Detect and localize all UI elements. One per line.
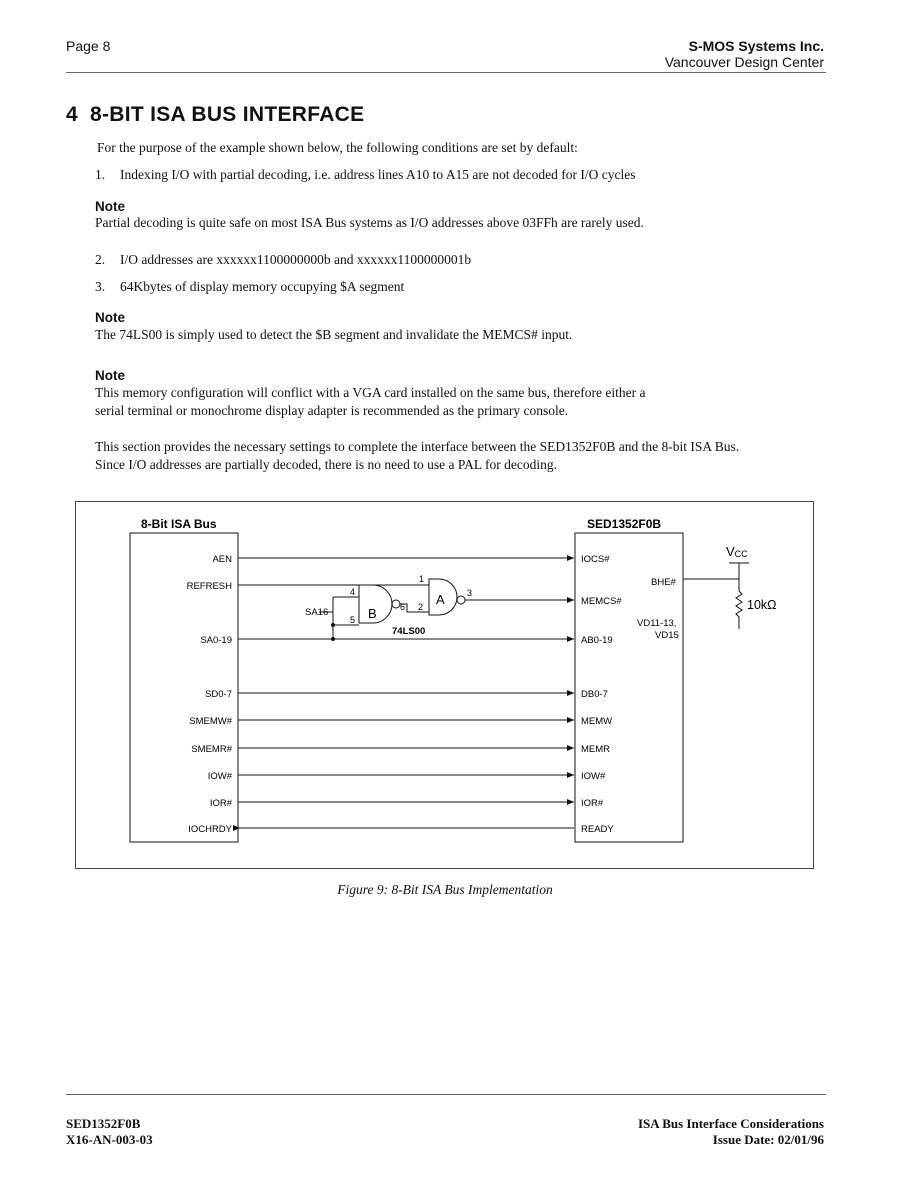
chip-pin-label: IOCS# xyxy=(581,554,610,565)
closing-paragraph: This section provides the necessary settings to complete the interface between the SED1352F0B and the 8-bit ISA Bus. xyxy=(95,439,740,454)
isa-bus-diagram xyxy=(76,502,815,870)
isa-pin-label: SMEMW# xyxy=(189,716,232,727)
chip-pin-label: MEMW xyxy=(581,716,613,727)
resistor xyxy=(736,591,742,629)
closing-paragraph: Since I/O addresses are partially decoded, there is no need to use a PAL for decoding. xyxy=(95,457,557,472)
gate-b-bubble xyxy=(392,600,400,608)
chip-pin-label: IOW# xyxy=(581,771,606,782)
chip-pin-label: READY xyxy=(581,824,614,835)
list-item-text: Indexing I/O with partial decoding, i.e. address lines A10 to A15 are not decoded for I/O cycles xyxy=(120,167,636,182)
pin-number: 1 xyxy=(419,574,425,584)
figure-frame xyxy=(75,501,814,869)
resistor-label: 10kΩ xyxy=(747,598,777,612)
section-number: 4 xyxy=(66,103,78,126)
list-item xyxy=(95,166,636,184)
vcc-label xyxy=(726,544,748,559)
list-item-number: 3. xyxy=(95,279,106,294)
sa16-label: SA16 xyxy=(305,607,329,618)
page-number: Page 8 xyxy=(66,38,111,54)
gate-b-label: B xyxy=(368,606,377,621)
chip-pin-label: MEMR xyxy=(581,744,611,755)
footer-topic: ISA Bus Interface Considerations xyxy=(638,1116,824,1131)
junction-dot xyxy=(331,637,335,641)
section-title xyxy=(66,103,364,127)
chip-pin-label: AB0-19 xyxy=(581,635,613,646)
chip-pin-label: DB0-7 xyxy=(581,689,608,700)
isa-pin-label: IOCHRDY xyxy=(188,824,232,835)
list-item-text: I/O addresses are xxxxxx1100000000b and xxxxxx1100000001b xyxy=(120,252,472,267)
company-name: S-MOS Systems Inc. xyxy=(688,38,824,54)
footer-right xyxy=(638,1116,824,1148)
isa-pin-label: AEN xyxy=(212,554,232,565)
isa-pin-label: SMEMR# xyxy=(191,744,232,755)
list-item xyxy=(95,251,471,269)
junction-dot xyxy=(331,623,335,627)
footer-issue-date: Issue Date: 02/01/96 xyxy=(712,1132,824,1147)
header-rule xyxy=(66,72,826,73)
pin-number: 2 xyxy=(418,602,424,612)
isa-pin-label: IOW# xyxy=(207,771,232,782)
pin-number: 6 xyxy=(400,602,406,612)
division-name: Vancouver Design Center xyxy=(664,54,824,70)
figure-caption: Figure 9: 8-Bit ISA Bus Implementation xyxy=(337,882,553,897)
vcc-main: V xyxy=(726,544,735,559)
chip-pin-label: MEMCS# xyxy=(581,596,622,607)
isa-pin-label: SD0-7 xyxy=(205,689,232,700)
pin-number: 4 xyxy=(350,587,356,597)
intro-paragraph: For the purpose of the example shown below, the following conditions are set by default: xyxy=(97,140,578,155)
bhe-label: BHE# xyxy=(651,577,676,588)
isa-pin-label: SA0-19 xyxy=(200,635,232,646)
header-company-block xyxy=(665,38,824,70)
isa-bus-title: 8-Bit ISA Bus xyxy=(141,517,217,531)
note-heading: Note xyxy=(95,310,125,325)
vcc-sub: CC xyxy=(734,549,748,559)
note-text: serial terminal or monochrome display adapter is recommended as the primary console. xyxy=(95,403,569,418)
note-heading: Note xyxy=(95,368,125,383)
pin-number: 3 xyxy=(467,588,473,598)
gate-a-bubble xyxy=(457,596,465,604)
chip-pin-label: IOR# xyxy=(581,798,604,809)
footer-part: SED1352F0B xyxy=(66,1116,141,1131)
list-item-number: 2. xyxy=(95,252,106,267)
list-item-number: 1. xyxy=(95,167,106,182)
isa-pin-label: IOR# xyxy=(209,798,232,809)
note-text: The 74LS00 is simply used to detect the $B segment and invalidate the MEMCS# input. xyxy=(95,327,573,342)
isa-bus-box xyxy=(130,533,238,842)
gate-part-label: 74LS00 xyxy=(392,626,426,637)
list-item-text: 64Kbytes of display memory occupying $A segment xyxy=(120,279,405,294)
footer-left xyxy=(66,1116,153,1148)
note-heading: Note xyxy=(95,199,125,214)
footer-doc-number: X16-AN-003-03 xyxy=(66,1132,153,1147)
note-text: Partial decoding is quite safe on most ISA Bus systems as I/O addresses above 03FFh are rarely used. xyxy=(95,215,644,230)
vd-label: VD11-13, xyxy=(637,618,677,629)
list-item xyxy=(95,278,404,296)
pin-number: 5 xyxy=(350,615,356,625)
note-text: This memory configuration will conflict with a VGA card installed on the same bus, therefore either a xyxy=(95,385,646,400)
sed-chip-title: SED1352F0B xyxy=(587,517,662,531)
gate-a-label: A xyxy=(436,592,445,607)
isa-pin-label: REFRESH xyxy=(186,581,232,592)
footer-rule xyxy=(66,1094,826,1095)
section-title-text: 8-BIT ISA BUS INTERFACE xyxy=(89,103,365,126)
vd-label: VD15 xyxy=(655,630,679,641)
